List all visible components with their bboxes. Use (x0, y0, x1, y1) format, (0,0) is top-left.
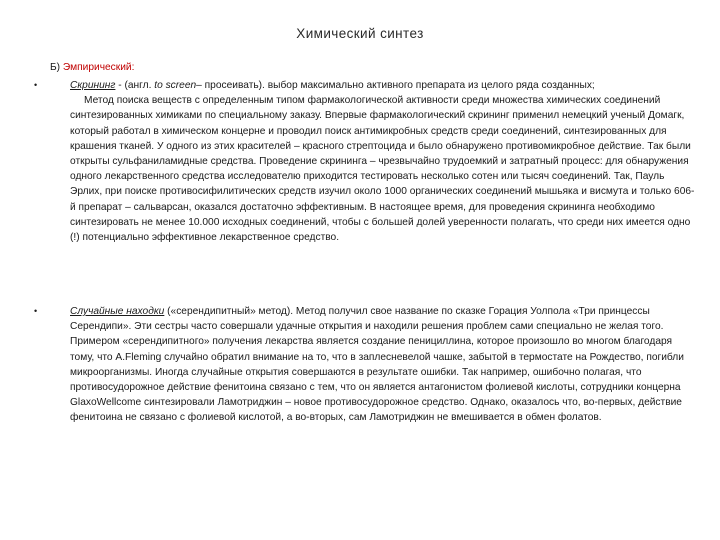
bullet-screening-text (70, 78, 698, 245)
term-screening: Скрининг (70, 80, 116, 91)
slide-title: Химический синтез (296, 26, 424, 41)
bullet-screening (34, 78, 694, 245)
screening-intro-b: – просеивать). выбор максимально активного препарата из целого ряда созданных; (196, 80, 595, 91)
bullet-serendipity (34, 304, 694, 426)
bullet-marker: • (34, 80, 38, 90)
screening-body: Метод поиска веществ с определенным типом фармакологической активности среди множества химических соединений синтезированных химиками по специальному заказу. Впервые фармакологический скрининг применил немецкий ученый Домагк, который работал в химическом концерне и проводил поиск антимикробных средств среди соединений, синтезированных для крашения тканей. У одного из этих красителей – красного стрептоцида и было обнаружено противомикробное действие. Так были открыты сульфаниламидные средства. Проведение скрининга – чрезвычайно трудоемкий и затратный процесс: для обнаружения одного лекарственного средства исследователю приходится тестировать несколько сотен или тысяч соединений. Так, Пауль Эрлих, при поиске противосифилитических средств изучил около 1000 органических соединений мышьяка и висмута и только 606-й препарат – сальварсан, оказался достаточно эффективным. В настоящее время, для проведения скрининга необходимо синтезировать не менее 10.000 исходных соединений, чтобы с большей долей уверенности полагать, что среди них имеется одно (!) потенциально эффективное лекарственное средство. (70, 95, 695, 244)
screening-intro-a: - (англ. (115, 80, 155, 91)
screening-intro-foreign: to screen (154, 80, 197, 91)
term-random-findings: Случайные находки (70, 306, 165, 317)
serendipity-body: («серендипитный» метод). Метод получил свое название по сказке Горация Уолпола «Три принцессы Серендипи». Эти сестры часто совершали удачные открытия и находили решения проблем сами специально не желая того. Примером «серендипитного» получения лекарства является создание пенициллина, которое произошло во многом благодаря тому, что A.Fleming случайно обратил внимание на то, что в заплесневелой чашке, забытой в термостате на Рождество, погибли микроорганизмы. Иногда случайные открытия совершаются в результате ошибки. Так например, ошибочно полагая, что противосудорожное действие фенитоина связано с тем, что он является антагонистом фолиевой кислоты, сотрудники концерна GlaxoWellcome синтезировали Ламотриджин – новое противосудорожное средство. Однако, оказалось что, во-первых, действие фенитоина не связано с фолиевой кислотой, а во-вторых, сам Ламотриджин не вмешивается в обмен фолатов. (70, 306, 684, 424)
subheading-label: Эмпирический: (62, 62, 135, 73)
subheading-prefix: Б) (50, 62, 63, 73)
bullet-serendipity-text (70, 304, 698, 426)
bullet-marker: • (34, 306, 38, 316)
section-subheading (50, 62, 134, 73)
